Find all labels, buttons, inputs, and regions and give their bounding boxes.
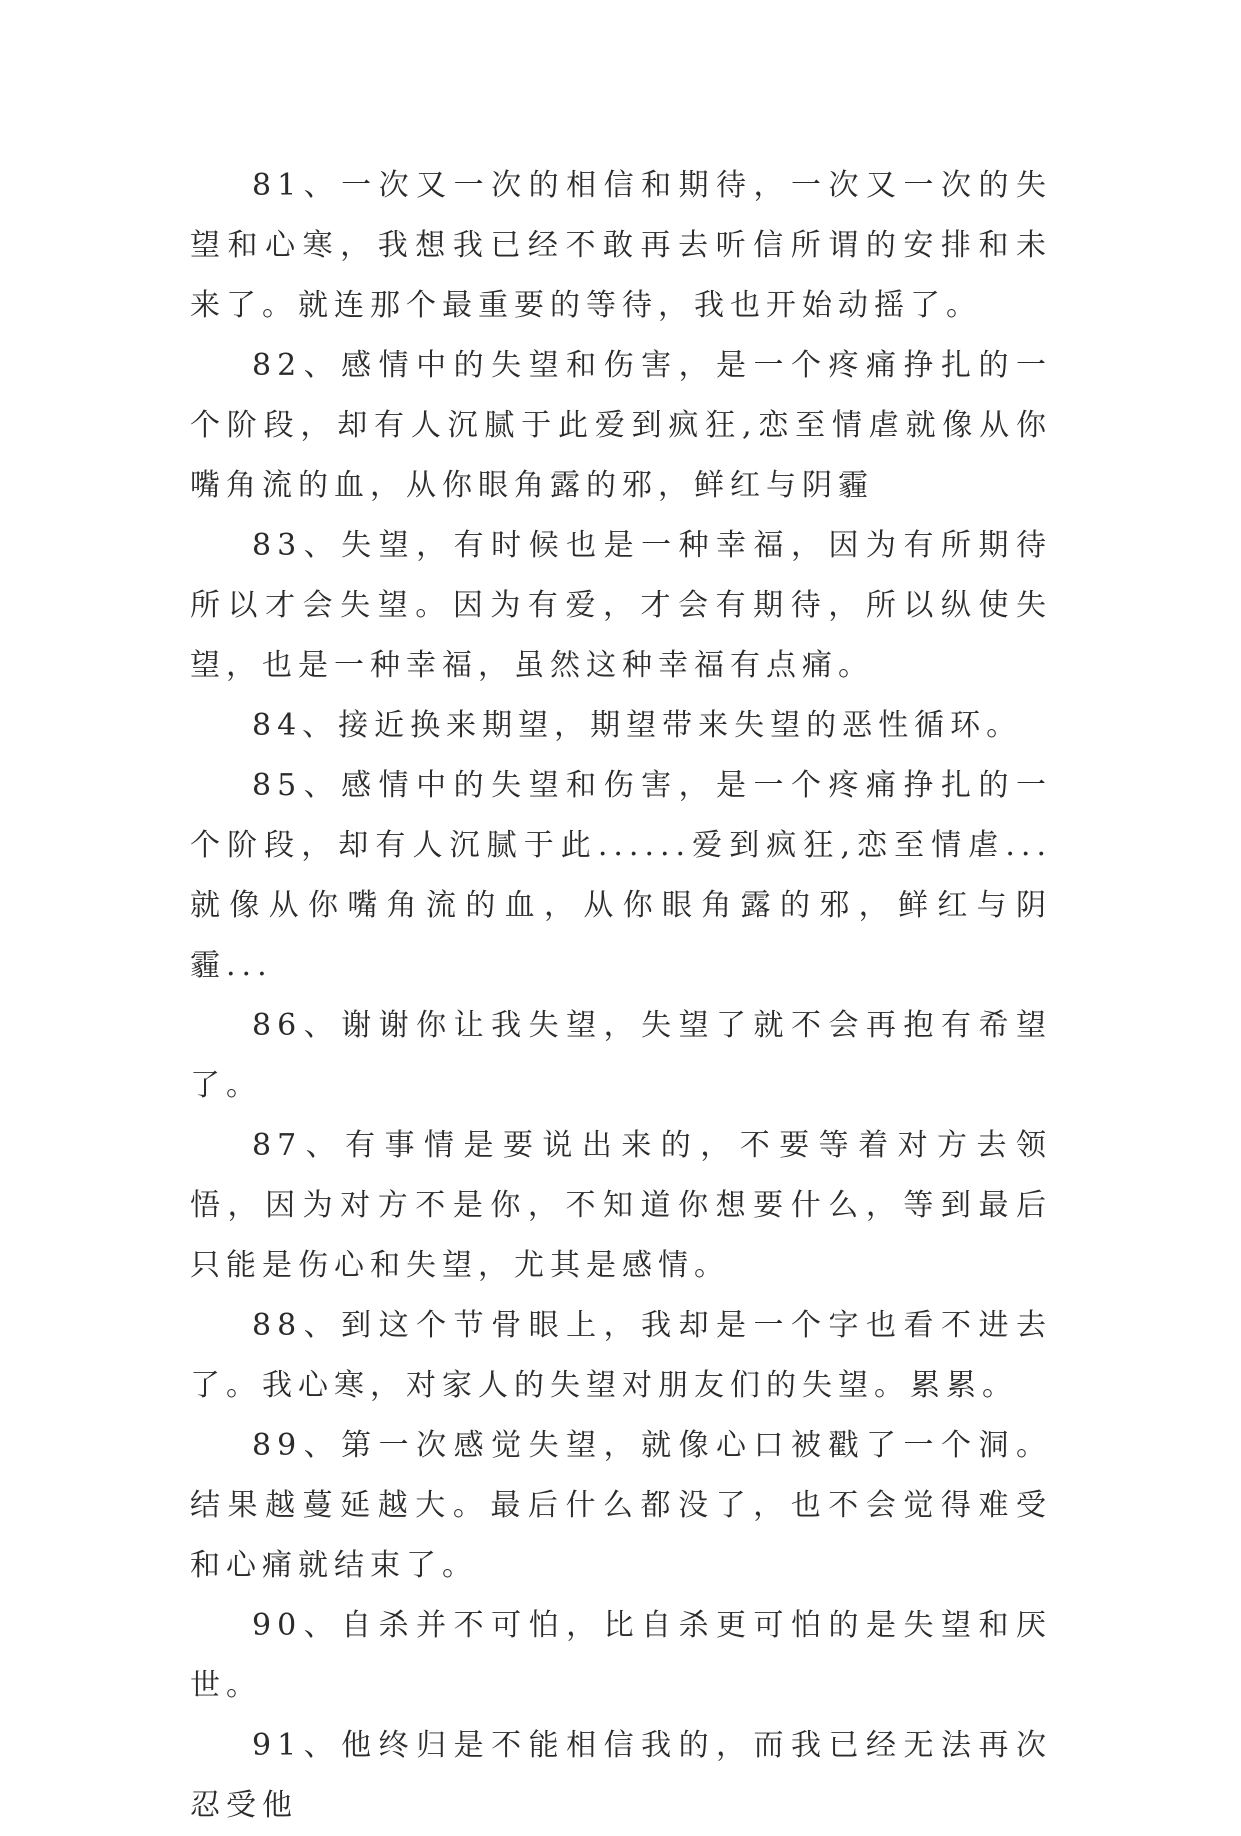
- paragraph-85: 85、感情中的失望和伤害，是一个疼痛挣扎的一个阶段，却有人沉腻于此......爱到疯狂,恋至情虐...就像从你嘴角流的血，从你眼角露的邪，鲜红与阴霾...: [190, 768, 1052, 983]
- paragraph-90: 90、自杀并不可怕，比自杀更可怕的是失望和厌世。: [190, 1608, 1052, 1703]
- paragraph-87: 87、有事情是要说出来的，不要等着对方去领悟，因为对方不是你，不知道你想要什么，等到最后只能是伤心和失望，尤其是感情。: [190, 1128, 1052, 1283]
- paragraph-91: 91、他终归是不能相信我的，而我已经无法再次忍受他: [190, 1728, 1052, 1823]
- paragraph-89: 89、第一次感觉失望，就像心口被戳了一个洞。结果越蔓延越大。最后什么都没了，也不会觉得难受和心痛就结束了。: [190, 1428, 1052, 1583]
- paragraph-88: 88、到这个节骨眼上，我却是一个字也看不进去了。我心寒，对家人的失望对朋友们的失望。累累。: [190, 1308, 1052, 1403]
- paragraph-83: 83、失望，有时候也是一种幸福，因为有所期待所以才会失望。因为有爱，才会有期待，所以纵使失望，也是一种幸福，虽然这种幸福有点痛。: [190, 528, 1052, 683]
- document-body: [190, 156, 1052, 1836]
- paragraph-84: 84、接近换来期望，期望带来失望的恶性循环。: [252, 708, 1023, 743]
- paragraph-82: 82、感情中的失望和伤害，是一个疼痛挣扎的一个阶段，却有人沉腻于此爱到疯狂,恋至情虐就像从你嘴角流的血，从你眼角露的邪，鲜红与阴霾: [190, 348, 1052, 503]
- paragraph-86: 86、谢谢你让我失望，失望了就不会再抱有希望了。: [190, 1008, 1052, 1103]
- paragraph-81: 81、一次又一次的相信和期待，一次又一次的失望和心寒，我想我已经不敢再去听信所谓的安排和未来了。就连那个最重要的等待，我也开始动摇了。: [190, 168, 1052, 323]
